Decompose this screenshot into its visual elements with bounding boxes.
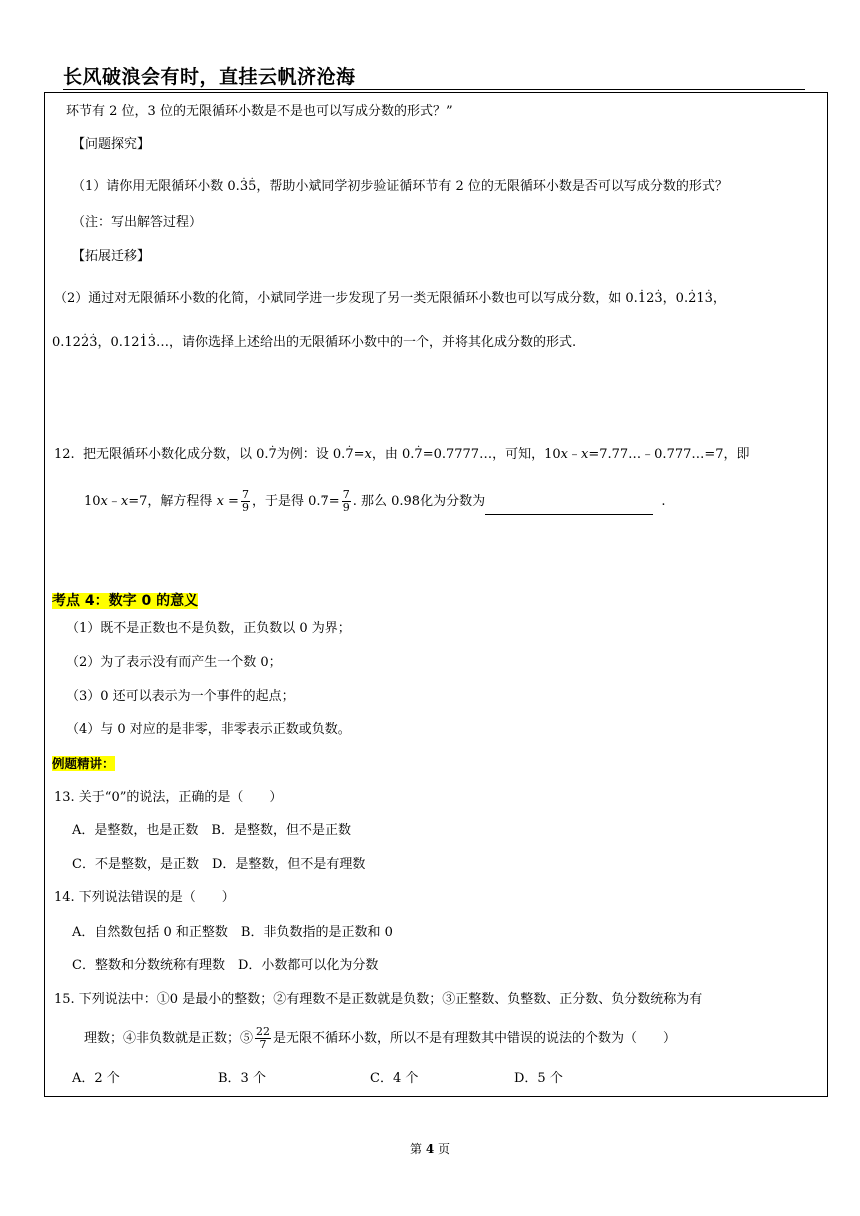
example-label xyxy=(52,754,115,775)
question-1 xyxy=(72,178,728,196)
q2-text: …，请你选择上述给出的无限循环小数中的一个，并将其化成分数的形式. xyxy=(156,335,577,350)
q12-variable: x xyxy=(216,494,224,509)
q12-text: 把无限循环小数化成分数，以 0. xyxy=(82,447,269,462)
q1-repeat-digit-2: . 5 xyxy=(248,179,256,194)
question-15-option-b: B．3 个 xyxy=(218,1071,266,1086)
q12-text: = xyxy=(228,494,239,509)
q2-number-3-digit: . 2 xyxy=(81,335,89,350)
q12-text: =7，解方程得 xyxy=(128,494,213,509)
q2-number-1-digit: . 1 xyxy=(638,291,646,306)
q15-text: 理数；④非负数就是正数；⑤ xyxy=(84,1031,254,1046)
q15-text: 是无限不循环小数，所以不是有理数其中错误的说法的个数为（ ） xyxy=(273,1031,677,1046)
q12-text: =7.77…﹣0.777…=7，即 xyxy=(588,447,750,462)
q12-variable: x xyxy=(580,447,589,462)
page-prefix: 第 xyxy=(409,1142,422,1156)
question-15-option-c: C．4 个 xyxy=(370,1071,419,1086)
q12-text: . 那么 0. xyxy=(352,494,404,509)
q2-number-4-digit: . 1 xyxy=(139,335,147,350)
header-underline xyxy=(63,89,805,90)
q12-text: ﹣ xyxy=(107,494,121,509)
q12-text: = xyxy=(328,494,340,509)
q2-text: （2）通过对无限循环小数的化简，小斌同学进一步发现了另一类无限循环小数也可以写成分数，如 0. xyxy=(54,291,638,306)
q12-repeat-digit: . 7 xyxy=(414,447,422,462)
question-15-option-d: D．5 个 xyxy=(514,1071,563,1086)
q2-comma: ， xyxy=(97,335,111,350)
fraction-denominator: 7 xyxy=(259,1038,267,1051)
q12-text: . xyxy=(661,494,666,509)
q12-repeat-digit: . 7 xyxy=(269,447,277,462)
q2-number-2-digit: . 3 xyxy=(705,291,713,306)
question-15-line-1: 15. 下列说法中：①0 是最小的整数；②有理数不是正数就是负数；③正整数、负整数、正分数、负分数统称为有 xyxy=(54,992,703,1007)
q12-variable: x xyxy=(560,447,568,462)
q2-number-2-digit: . 2 xyxy=(688,291,696,306)
q12-text: ，由 0. xyxy=(371,447,415,462)
question-2-line-2: 0.12. 2. 3，0.12. 1. 3…，请你选择上述给出的无限循环小数中的一个，并将其化成分数的形式. xyxy=(52,334,576,352)
page-header-title: 长风破浪会有时，直挂云帆济沧海 xyxy=(63,66,356,88)
q2-number-3-digit: 12 xyxy=(64,335,81,350)
page-footer xyxy=(0,1140,860,1157)
fraction-denominator: 9 xyxy=(241,501,249,514)
q15-fraction xyxy=(255,1026,271,1051)
fraction-numerator: 22 xyxy=(256,1025,271,1038)
q2-number-1-digit: . 3 xyxy=(654,291,662,306)
section-title-highlight: 考点 4：数字 0 的意义 xyxy=(52,593,199,609)
q12-text: 化为分数为 xyxy=(420,494,486,509)
fraction-numerator: 7 xyxy=(342,488,350,501)
explore-heading: 【问题探究】 xyxy=(72,137,151,152)
q12-text: =0.7777…，可知，10 xyxy=(422,447,561,462)
q12-text: ﹣ xyxy=(567,447,581,462)
point-item-1: （1）既不是正数也不是负数，正负数以 0 为界； xyxy=(66,621,351,636)
q12-fraction xyxy=(241,489,250,514)
extend-heading: 【拓展迁移】 xyxy=(72,249,151,264)
q12-text: 为例：设 0. xyxy=(276,447,346,462)
question-13-stem: 13. 关于“0”的说法，正确的是（ ） xyxy=(54,790,283,805)
q1-text-after: ，帮助小斌同学初步验证循环节有 2 位的无限循环小数是否可以写成分数的形式？ xyxy=(256,179,728,194)
q2-number-4-digit: 12 xyxy=(122,335,140,350)
q12-text: 10 xyxy=(84,494,101,509)
q2-comma: ， xyxy=(712,291,726,306)
q12-text: = xyxy=(353,447,365,462)
q12-text: ，于是得 0. xyxy=(251,494,321,509)
q12-variable: x xyxy=(120,494,129,509)
q12-repeat-digit: . 7 xyxy=(345,447,353,462)
fraction-denominator: 9 xyxy=(342,501,350,514)
question-14-options-cd: C．整数和分数统称有理数 D．小数都可以化为分数 xyxy=(72,958,379,973)
q12-repeat-digit: . 7 xyxy=(321,494,329,509)
q2-comma: ， xyxy=(662,291,676,306)
question-14-options-ab: A．自然数包括 0 和正整数 B．非负数指的是正数和 0 xyxy=(72,925,393,940)
answer-blank[interactable] xyxy=(485,500,653,515)
q2-number-2-digit: 1 xyxy=(696,291,705,306)
q12-number: 12. xyxy=(54,447,75,462)
question-15-option-a: A．2 个 xyxy=(72,1071,120,1086)
question-14-stem: 14. 下列说法错误的是（ ） xyxy=(54,890,235,905)
question-13-options-ab: A．是整数，也是正数 B．是整数，但不是正数 xyxy=(72,823,351,838)
page-suffix: 页 xyxy=(438,1142,451,1156)
q2-number-4-digit: . 3 xyxy=(148,335,156,350)
q2-number-3-digit: . 3 xyxy=(89,335,97,350)
q12-variable: x xyxy=(364,447,372,462)
question-15-line-2 xyxy=(84,1026,676,1052)
q12-repeat-digit: . 8 xyxy=(412,494,420,509)
q1-text-before: （1）请你用无限循环小数 0. xyxy=(72,179,240,194)
point-item-4: （4）与 0 对应的是非零，非零表示正数或负数。 xyxy=(66,722,351,737)
fraction-numerator: 7 xyxy=(241,488,249,501)
q12-repeat-digit: . 9 xyxy=(404,494,412,509)
q1-repeat-digit-1: . 3 xyxy=(240,179,248,194)
question-13-options-cd: C．不是整数，是正数 D．是整数，但不是有理数 xyxy=(72,857,366,872)
point-item-2: （2）为了表示没有而产生一个数 0； xyxy=(66,655,282,670)
question-2-line-1: （2）通过对无限循环小数的化简，小斌同学进一步发现了另一类无限循环小数也可以写成分数，如 0.. 12. 3，0.. 21. 3， xyxy=(54,290,726,308)
question-12-line-2 xyxy=(84,489,665,515)
point-item-3: （3）0 还可以表示为一个事件的起点； xyxy=(66,689,295,704)
intro-continuation: 环节有 2 位，3 位的无限循环小数是不是也可以写成分数的形式？” xyxy=(66,104,453,119)
example-label-highlight: 例题精讲： xyxy=(52,756,115,771)
q2-number-1-digit: 2 xyxy=(646,291,655,306)
section-title xyxy=(52,591,198,612)
q12-variable: x xyxy=(100,494,108,509)
explore-note: （注：写出解答过程） xyxy=(72,215,203,230)
question-12-line-1 xyxy=(54,446,750,464)
page-number: 4 xyxy=(425,1142,435,1156)
q12-fraction xyxy=(342,489,351,514)
